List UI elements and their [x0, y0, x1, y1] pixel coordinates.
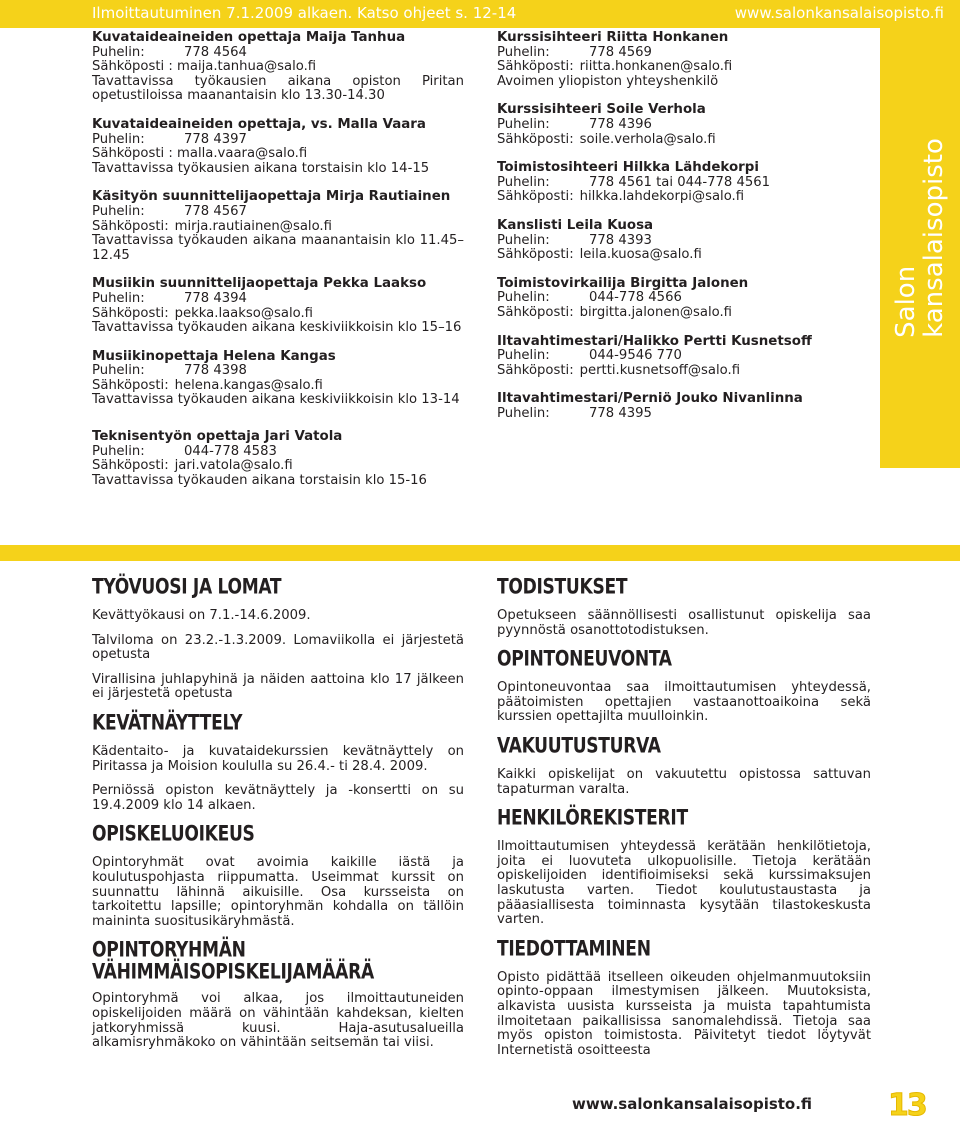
phone-label: Puhelin: — [497, 44, 550, 60]
contact-email[interactable]: hilkka.lahdekorpi@salo.fi — [579, 189, 745, 205]
contact-entry — [497, 103, 872, 147]
contact-entry — [497, 335, 872, 379]
contact-name: Musiikin suunnittelijaopettaja Pekka Laakso — [92, 276, 427, 292]
email-label: Sähköposti: — [497, 59, 574, 75]
header-url-link[interactable]: www.salonkansalaisopisto.fi — [734, 4, 944, 22]
section-paragraph: Talviloma on 23.2.-1.3.2009. Lomaviikolla ei järjestetä opetusta — [92, 632, 464, 663]
phone-label: Puhelin: — [497, 290, 550, 306]
contact-phone: 778 4564 — [184, 44, 247, 60]
contact-phone: 778 4561 tai 044-778 4561 — [589, 174, 771, 190]
contact-email[interactable]: birgitta.jalonen@salo.fi — [579, 304, 732, 320]
section-paragraph: Kaikki opiskelijat on vakuutettu opistossa sattuvan tapaturman varalta. — [497, 766, 871, 797]
contact-phone: 044-778 4583 — [184, 443, 277, 459]
section-paragraph: Ilmoittautumisen yhteydessä kerätään henkilötietoja, joita ei luovuteta ulkopuolisille. Tietoja kerätään opiskelijoiden identifioimiseksi sekä kurssimaksujen laskutusta varten. Tiedot koulutustaustasta ja pääasiallisesta toiminnasta kysytään tilastokeskusta varten. — [497, 839, 871, 928]
registration-notice: Ilmoittautuminen 7.1.2009 alkaen. Katso ohjeet s. 12-14 — [92, 4, 517, 22]
section-title-vakuutusturva: VAKUUTUSTURVA — [497, 733, 661, 759]
contact-entry — [92, 430, 464, 488]
left-info-sections — [92, 566, 464, 1061]
phone-label: Puhelin: — [92, 131, 145, 147]
contact-email[interactable]: soile.verhola@salo.fi — [579, 131, 716, 147]
contact-phone: 044-9546 770 — [589, 348, 682, 364]
contact-email[interactable]: pekka.laakso@salo.fi — [174, 305, 313, 321]
contact-email[interactable]: pertti.kusnetsoff@salo.fi — [579, 362, 741, 378]
email-label: Sähköposti: — [92, 218, 169, 234]
phone-label: Puhelin: — [92, 363, 145, 379]
email-label: Sähköposti: — [497, 247, 574, 263]
email-label: Sähköposti : — [92, 59, 173, 75]
contact-note: Tavattavissa työkauden aikana maanantaisin klo 11.45–12.45 — [92, 233, 464, 263]
page-number: 13 — [888, 1088, 926, 1123]
right-contacts — [497, 31, 872, 435]
phone-label: Puhelin: — [92, 44, 145, 60]
contact-phone: 778 4394 — [184, 290, 247, 306]
contact-name: Kuvataideaineiden opettaja, vs. Malla Vaara — [92, 116, 426, 132]
section-title-vahimmaisopiskelijamaara: OPINTORYHMÄN VÄHIMMÄISOPISKELIJAMÄÄRÄ — [92, 938, 374, 985]
section-title-tyovuosi: TYÖVUOSI JA LOMAT — [92, 574, 282, 600]
contact-name: Kurssisihteeri Soile Verhola — [497, 102, 706, 118]
phone-label: Puhelin: — [497, 348, 550, 364]
phone-label: Puhelin: — [92, 290, 145, 306]
phone-label: Puhelin: — [497, 174, 550, 190]
brand-sidebar — [880, 28, 960, 468]
contact-phone: 778 4567 — [184, 203, 247, 219]
section-title-opiskeluoikeus: OPISKELUOIKEUS — [92, 822, 255, 847]
contact-phone: 778 4398 — [184, 363, 247, 379]
contact-name: Iltavahtimestari/Halikko Pertti Kusnetsoff — [497, 333, 812, 349]
contact-entry — [497, 277, 872, 321]
section-paragraph: Virallisina juhlapyhinä ja näiden aattoina klo 17 jälkeen ei järjestetä opetusta — [92, 671, 464, 702]
email-label: Sähköposti: — [92, 377, 169, 393]
contact-note: Tavattavissa työkausien aikana opiston Piritan opetustiloissa maanantaisin klo 13.30-14.30 — [92, 73, 464, 104]
contact-note: Tavattavissa työkauden aikana torstaisin klo 15-16 — [92, 472, 427, 488]
right-info-sections — [497, 566, 871, 1068]
contact-name: Musiikinopettaja Helena Kangas — [92, 348, 336, 364]
email-label: Sähköposti: — [497, 304, 574, 320]
contact-phone: 778 4395 — [589, 405, 652, 421]
section-title-opintoneuvonta: OPINTONEUVONTA — [497, 647, 672, 672]
contact-entry — [92, 350, 464, 408]
brand-line2: kansalaisopisto — [919, 138, 949, 338]
contact-email[interactable]: helena.kangas@salo.fi — [174, 377, 323, 393]
contact-name: Kuvataideaineiden opettaja Maija Tanhua — [92, 30, 406, 45]
contact-entry — [497, 219, 872, 263]
contact-email[interactable]: malla.vaara@salo.fi — [177, 146, 308, 162]
contact-entry — [92, 118, 464, 176]
contact-email[interactable]: mirja.rautiainen@salo.fi — [174, 218, 332, 234]
contact-note: Tavattavissa työkauden aikana keskiviikkoisin klo 15–16 — [92, 320, 462, 336]
contact-phone: 044-778 4566 — [589, 290, 682, 306]
contact-phone: 778 4393 — [589, 232, 652, 248]
contact-name: Toimistosihteeri Hilkka Lähdekorpi — [497, 160, 759, 176]
contact-name: Toimistovirkailija Birgitta Jalonen — [497, 275, 749, 291]
contact-note: Tavattavissa työkausien aikana torstaisin klo 14-15 — [92, 160, 430, 176]
left-contacts — [92, 31, 464, 502]
divider-bar — [0, 545, 960, 561]
contact-name: Teknisentyön opettaja Jari Vatola — [92, 429, 343, 445]
contact-entry — [92, 31, 464, 104]
email-label: Sähköposti: — [92, 458, 169, 474]
contact-name: Kanslisti Leila Kuosa — [497, 217, 654, 233]
email-label: Sähköposti: — [497, 131, 574, 147]
contact-entry — [92, 190, 464, 263]
contact-entry — [497, 392, 872, 421]
header-bar — [0, 0, 960, 28]
section-paragraph: Opetukseen säännöllisesti osallistunut opiskelija saa pyynnöstä osanottotodistuksen. — [497, 608, 871, 638]
section-paragraph: Opintoneuvontaa saa ilmoittautumisen yhteydessä, päätoimisten opettajien vastaanottoaikoina sekä kurssien opettajilta muulloinkin. — [497, 680, 871, 725]
section-title-kevatnayttely: KEVÄTNÄYTTELY — [92, 710, 243, 736]
contact-entry — [497, 161, 872, 205]
section-paragraph: Opintoryhmä voi alkaa, jos ilmoittautuneiden opiskelijoiden määrä on vähintään kahdeksan, kielten jatkoryhmissä kuusi. Haja-asutusalueilla alkamisryhmäkoko on vähintään seitsemän tai viisi. — [92, 991, 464, 1051]
section-title-todistukset: TODISTUKSET — [497, 574, 628, 600]
section-paragraph: Kevättyökausi on 7.1.-14.6.2009. — [92, 608, 311, 623]
contact-name: Iltavahtimestari/Perniö Jouko Nivanlinna — [497, 391, 803, 407]
contact-email[interactable]: jari.vatola@salo.fi — [174, 458, 293, 474]
contact-entry — [497, 31, 872, 89]
contact-email[interactable]: leila.kuosa@salo.fi — [579, 247, 702, 263]
section-paragraph: Kädentaito- ja kuvataidekurssien kevätnäyttely on Piritassa ja Moision koululla su 26.4.- ti 28.4. 2009. — [92, 743, 464, 774]
brand-logo-text — [892, 138, 948, 338]
contact-email[interactable]: maija.tanhua@salo.fi — [177, 59, 317, 75]
contact-name: Käsityön suunnittelijaopettaja Mirja Rautiainen — [92, 189, 451, 205]
section-title-henkilorekisterit: HENKILÖREKISTERIT — [497, 806, 688, 831]
section-paragraph: Opintoryhmät ovat avoimia kaikille iästä ja koulutuspohjasta riippumatta. Useimmat kurssit on suunnattu lähinnä aikuisille. Osa kursseista on tarkoitettu lapsille; opintoryhmän kohdalla on tällöin maininta suositusikäryhmästä. — [92, 855, 464, 929]
section-title-tiedottaminen: TIEDOTTAMINEN — [497, 936, 651, 961]
phone-label: Puhelin: — [497, 405, 550, 421]
section-paragraph: Opisto pidättää itselleen oikeuden ohjelmanmuutoksiin opinto-oppaan ilmestymisen jälkeen. Muutoksista, alkavista uusista kursseista ja muista tapahtumista ilmoitetaan paikallisissa sanomalehdissä. Tietoja saa myös opiston toimistosta. Päivitetyt tiedot löytyvät Internetistä osoitteesta — [497, 969, 871, 1058]
email-label: Sähköposti: — [92, 305, 169, 321]
contact-name: Kurssisihteeri Riitta Honkanen — [497, 30, 729, 45]
phone-label: Puhelin: — [92, 443, 145, 459]
email-label: Sähköposti: — [497, 189, 574, 205]
footer-url-link[interactable]: www.salonkansalaisopisto.fi — [572, 1095, 813, 1113]
section-paragraph: Perniössä opiston kevätnäyttely ja -konsertti on su 19.4.2009 klo 14 alkaen. — [92, 783, 464, 813]
contact-phone: 778 4397 — [184, 131, 247, 147]
contact-note: Tavattavissa työkauden aikana keskiviikkoisin klo 13-14 — [92, 392, 460, 408]
phone-label: Puhelin: — [497, 116, 550, 132]
phone-label: Puhelin: — [92, 203, 145, 219]
email-label: Sähköposti : — [92, 146, 173, 162]
contact-note: Avoimen yliopiston yhteyshenkilö — [497, 73, 719, 89]
contact-entry — [92, 277, 464, 335]
brand-line1: Salon — [891, 265, 921, 338]
phone-label: Puhelin: — [497, 232, 550, 248]
contact-email[interactable]: riitta.honkanen@salo.fi — [579, 59, 733, 75]
contact-phone: 778 4396 — [589, 116, 652, 132]
contact-phone: 778 4569 — [589, 44, 652, 60]
email-label: Sähköposti: — [497, 362, 574, 378]
